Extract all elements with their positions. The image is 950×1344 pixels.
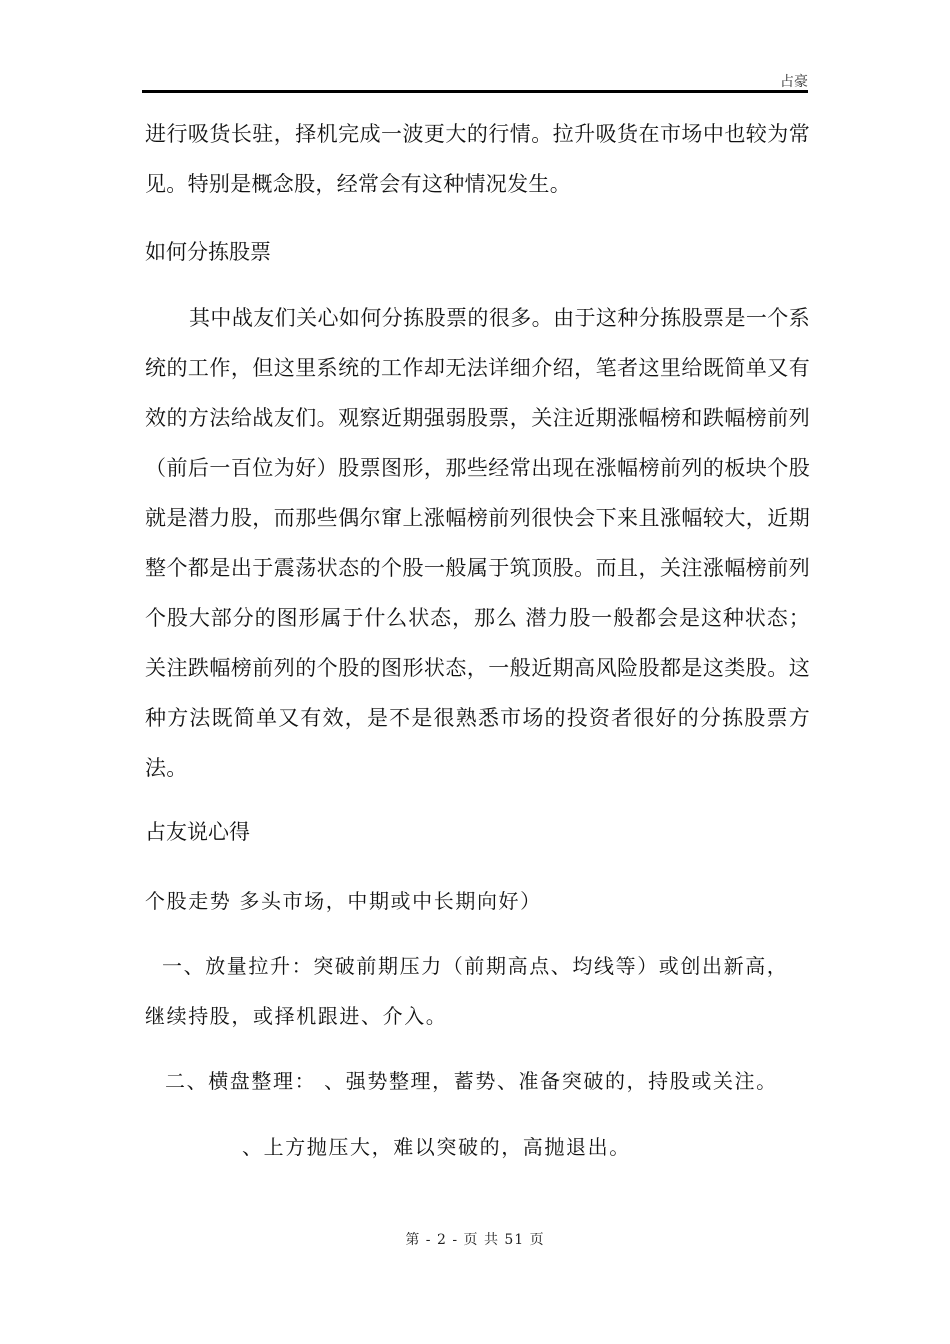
item-one-line-one: 一、放量拉升：突破前期压力（前期高点、均线等）或创出新高， xyxy=(162,954,789,978)
sorting-paragraph: 其中战友们关心如何分拣股票的很多。由于这种分拣股票是一个系统的工作，但这里系统的工作却无法详细介绍，笔者这里给既简单又有效的方法给战友们。观察近期强弱股票，关注近期涨幅榜和跌幅榜前列（前后一百位为好）股票图形，那些经常出现在涨幅榜前列的板块个股就是潜力股，而那些偶尔窜上涨幅榜前列很快会下来且涨幅较大，近期整个都是出于震荡状态的个股一般属于筑顶股。而且，关注涨幅榜前列个股大部分的图形属于什么状态，那么 潜力股一般都会是这种状态；关注跌幅榜前列的个股的图形状态，一般近期高风险股都是这类股。这种方法既简单又有效，是不是很熟悉市场的投资者很好的分拣股票方法。 xyxy=(145,306,810,780)
header-author: 占豪 xyxy=(780,74,808,90)
intro-paragraph: 进行吸货长驻，择机完成一波更大的行情。拉升吸货在市场中也较为常见。特别是概念股，经常会有这种情况发生。 xyxy=(145,122,810,196)
section-heading-experience: 占友说心得 xyxy=(145,820,250,844)
item-one-line-two: 继续持股，或择机跟进、介入。 xyxy=(145,1004,448,1028)
header-rule xyxy=(142,90,808,93)
page-number-footer: 第 - 2 - 页 共 51 页 xyxy=(405,1232,545,1248)
section-heading-sorting: 如何分拣股票 xyxy=(145,240,271,264)
item-two-line-one: 二、横盘整理： 、强势整理，蓄势、准备突破的，持股或关注。 xyxy=(165,1069,778,1093)
trend-line: 个股走势 多头市场，中期或中长期向好） xyxy=(145,889,542,913)
item-two-line-two: 、上方抛压大，难以突破的，高抛退出。 xyxy=(242,1135,631,1159)
